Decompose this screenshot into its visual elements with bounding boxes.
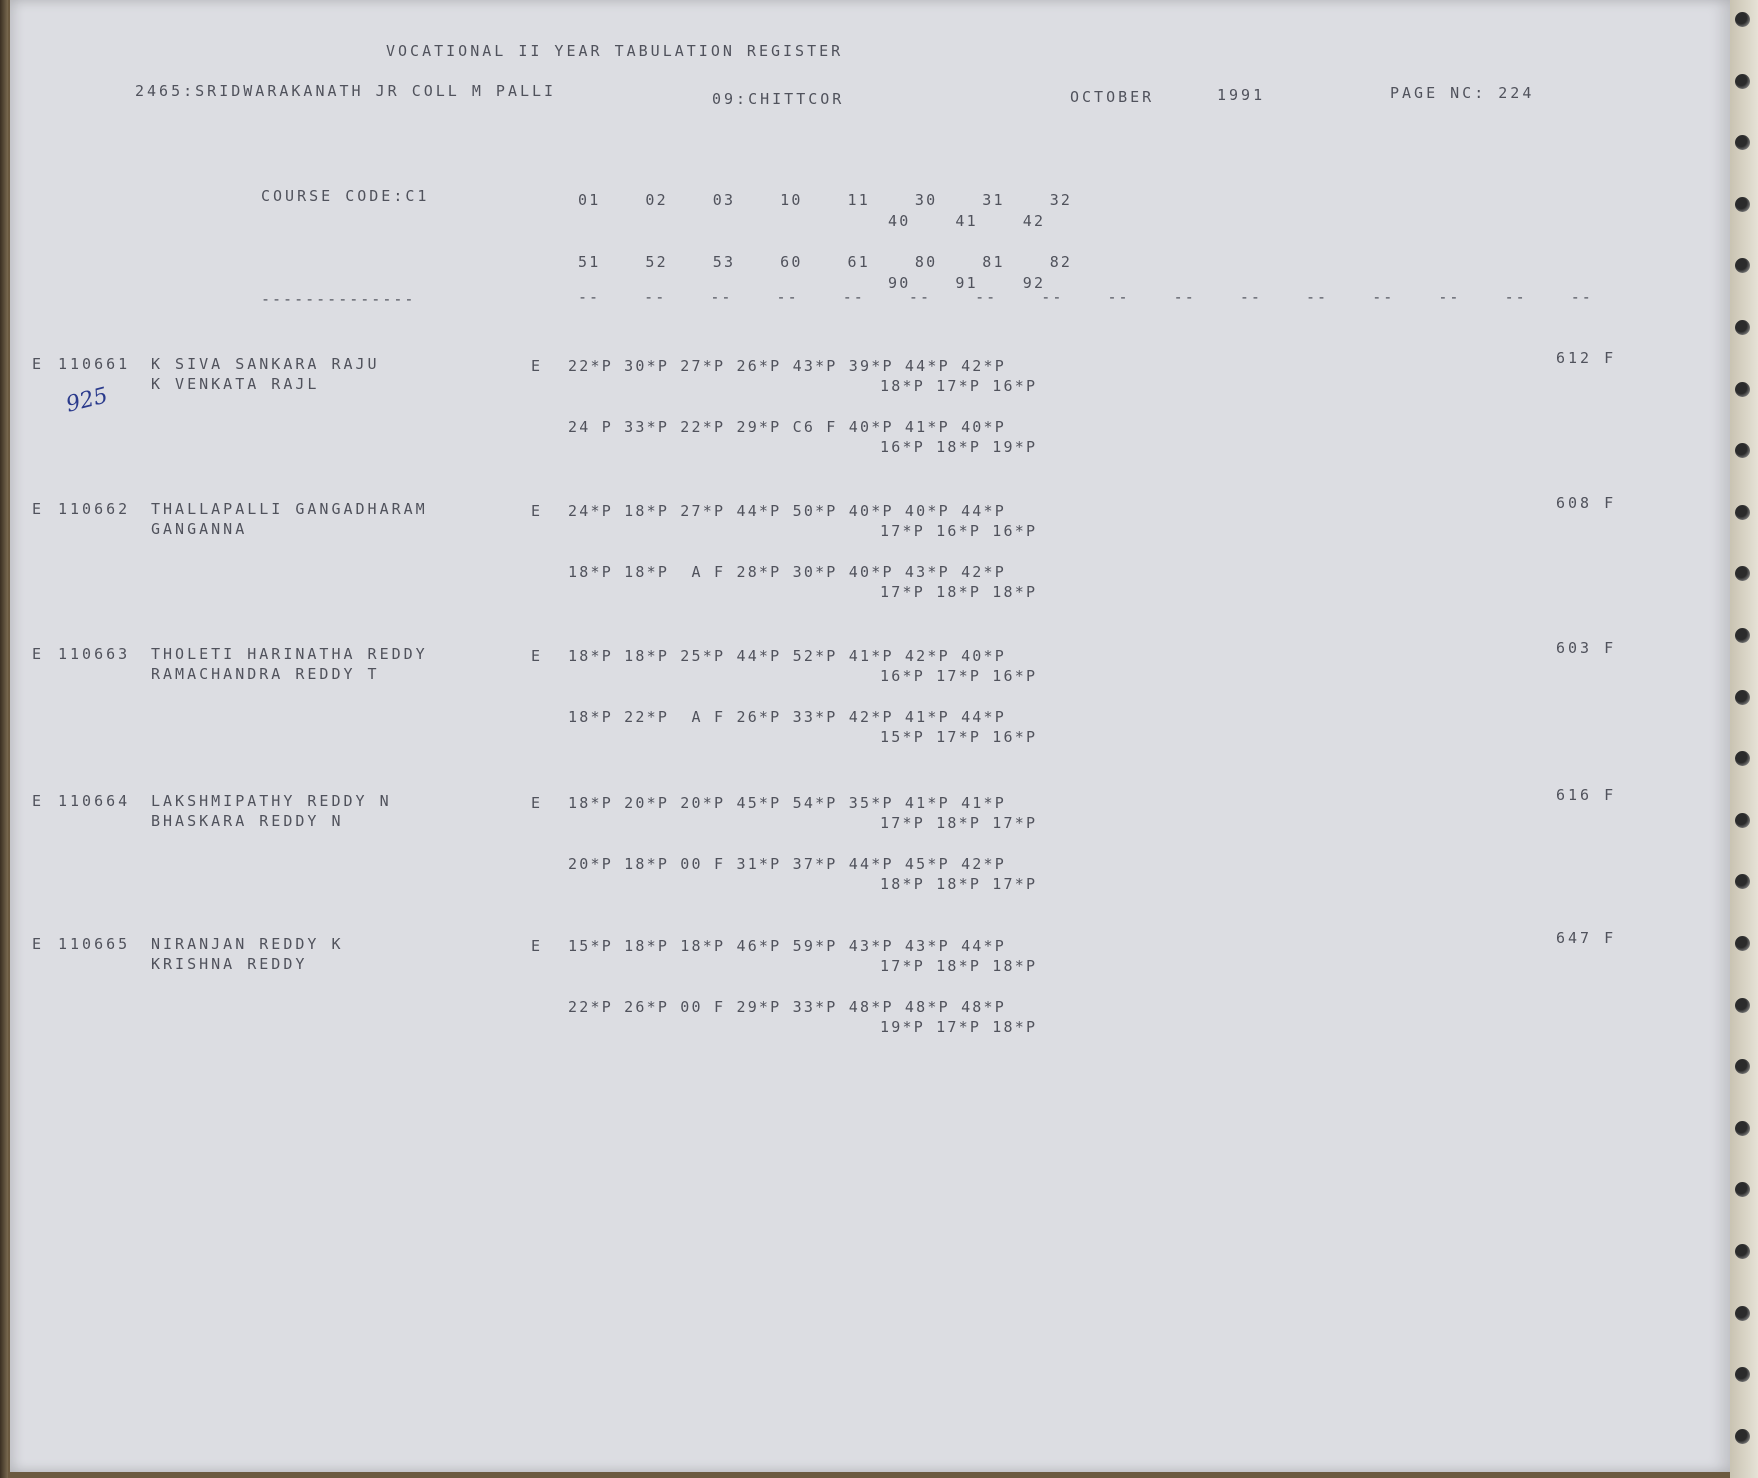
year2-marks: 20*P 18*P 00 F 31*P 37*P 44*P 45*P 42*P (568, 855, 1006, 873)
feed-hole (1735, 1244, 1750, 1259)
feed-hole (1735, 628, 1750, 643)
exam-month: OCTOBER (1070, 88, 1155, 106)
subject-codes-row2b: 90 91 92 (888, 274, 1046, 292)
student-name: THOLETI HARINATHA REDDY (151, 645, 428, 663)
year2-sub-marks: 18*P 18*P 17*P (880, 875, 1038, 893)
year2-sub-marks: 19*P 17*P 18*P (880, 1018, 1038, 1036)
district-name: 09:CHITTCOR (712, 90, 845, 108)
feed-hole (1735, 320, 1750, 335)
college-name: 2465:SRIDWARAKANATH JR COLL M PALLI (135, 82, 557, 100)
feed-hole (1735, 443, 1750, 458)
column-dashes: -- -- -- -- -- -- -- -- -- -- -- -- -- -- -- -- (578, 288, 1593, 306)
year1-marks: 18*P 18*P 25*P 44*P 52*P 41*P 42*P 40*P (568, 647, 1006, 665)
feed-hole (1735, 382, 1750, 397)
tractor-feed-strip (1730, 0, 1758, 1478)
register-title: VOCATIONAL II YEAR TABULATION REGISTER (386, 42, 844, 60)
year2-marks: 18*P 22*P A F 26*P 33*P 42*P 41*P 44*P (568, 708, 1006, 726)
year1-marks: 18*P 20*P 20*P 45*P 54*P 35*P 41*P 41*P (568, 794, 1006, 812)
feed-hole (1735, 505, 1750, 520)
year1-sub-marks: 17*P 18*P 17*P (880, 814, 1038, 832)
feed-hole (1735, 197, 1750, 212)
total-result: 647 F (1556, 929, 1617, 947)
feed-hole (1735, 1121, 1750, 1136)
year2-marks: 22*P 26*P 00 F 29*P 33*P 48*P 48*P 48*P (568, 998, 1006, 1016)
feed-hole (1735, 874, 1750, 889)
parent-name: RAMACHANDRA REDDY T (151, 665, 380, 683)
year1-sub-marks: 16*P 17*P 16*P (880, 667, 1038, 685)
feed-hole (1735, 1429, 1750, 1444)
feed-hole (1735, 566, 1750, 581)
roll-number: 110665 (58, 935, 131, 953)
medium-code: E (531, 502, 544, 520)
year1-sub-marks: 17*P 18*P 18*P (880, 957, 1038, 975)
year2-sub-marks: 17*P 18*P 18*P (880, 583, 1038, 601)
feed-hole (1735, 690, 1750, 705)
parent-name: BHASKARA REDDY N (151, 812, 344, 830)
feed-hole (1735, 1182, 1750, 1197)
parent-name: K VENKATA RAJL (151, 375, 320, 393)
total-result: 616 F (1556, 786, 1617, 804)
medium-code: E (531, 937, 544, 955)
course-underline: -------------- (261, 290, 416, 308)
student-flag: E (32, 935, 45, 953)
tabulation-sheet (10, 0, 1730, 1472)
feed-hole (1735, 258, 1750, 273)
medium-code: E (531, 647, 544, 665)
medium-code: E (531, 794, 544, 812)
handwritten-note: 925 (63, 383, 111, 418)
student-name: LAKSHMIPATHY REDDY N (151, 792, 392, 810)
year1-marks: 24*P 18*P 27*P 44*P 50*P 40*P 40*P 44*P (568, 502, 1006, 520)
student-name: K SIVA SANKARA RAJU (151, 355, 380, 373)
binder-spine (0, 0, 8, 1478)
year1-sub-marks: 17*P 16*P 16*P (880, 522, 1038, 540)
feed-hole (1735, 751, 1750, 766)
feed-hole (1735, 74, 1750, 89)
roll-number: 110663 (58, 645, 131, 663)
student-flag: E (32, 645, 45, 663)
parent-name: GANGANNA (151, 520, 248, 538)
year1-sub-marks: 18*P 17*P 16*P (880, 377, 1038, 395)
exam-year: 1991 (1217, 86, 1266, 104)
subject-codes-row1: 01 02 03 10 11 30 31 32 (578, 191, 1073, 209)
total-result: 612 F (1556, 349, 1617, 367)
feed-hole (1735, 1306, 1750, 1321)
feed-hole (1735, 1367, 1750, 1382)
course-code: COURSE CODE:C1 (261, 187, 430, 205)
roll-number: 110661 (58, 355, 131, 373)
feed-hole (1735, 135, 1750, 150)
year1-marks: 22*P 30*P 27*P 26*P 43*P 39*P 44*P 42*P (568, 357, 1006, 375)
medium-code: E (531, 357, 544, 375)
total-result: 603 F (1556, 639, 1617, 657)
year2-marks: 24 P 33*P 22*P 29*P C6 F 40*P 41*P 40*P (568, 418, 1006, 436)
roll-number: 110664 (58, 792, 131, 810)
roll-number: 110662 (58, 500, 131, 518)
feed-hole (1735, 998, 1750, 1013)
page-number: PAGE NC: 224 (1390, 84, 1535, 102)
feed-hole (1735, 1059, 1750, 1074)
year2-marks: 18*P 18*P A F 28*P 30*P 40*P 43*P 42*P (568, 563, 1006, 581)
subject-codes-row2: 51 52 53 60 61 80 81 82 (578, 253, 1073, 271)
student-flag: E (32, 792, 45, 810)
feed-hole (1735, 936, 1750, 951)
student-flag: E (32, 500, 45, 518)
year1-marks: 15*P 18*P 18*P 46*P 59*P 43*P 43*P 44*P (568, 937, 1006, 955)
feed-hole (1735, 813, 1750, 828)
student-name: THALLAPALLI GANGADHARAM (151, 500, 428, 518)
year2-sub-marks: 15*P 17*P 16*P (880, 728, 1038, 746)
total-result: 608 F (1556, 494, 1617, 512)
student-name: NIRANJAN REDDY K (151, 935, 344, 953)
year2-sub-marks: 16*P 18*P 19*P (880, 438, 1038, 456)
student-flag: E (32, 355, 45, 373)
feed-hole (1735, 12, 1750, 27)
subject-codes-row1b: 40 41 42 (888, 212, 1046, 230)
parent-name: KRISHNA REDDY (151, 955, 308, 973)
